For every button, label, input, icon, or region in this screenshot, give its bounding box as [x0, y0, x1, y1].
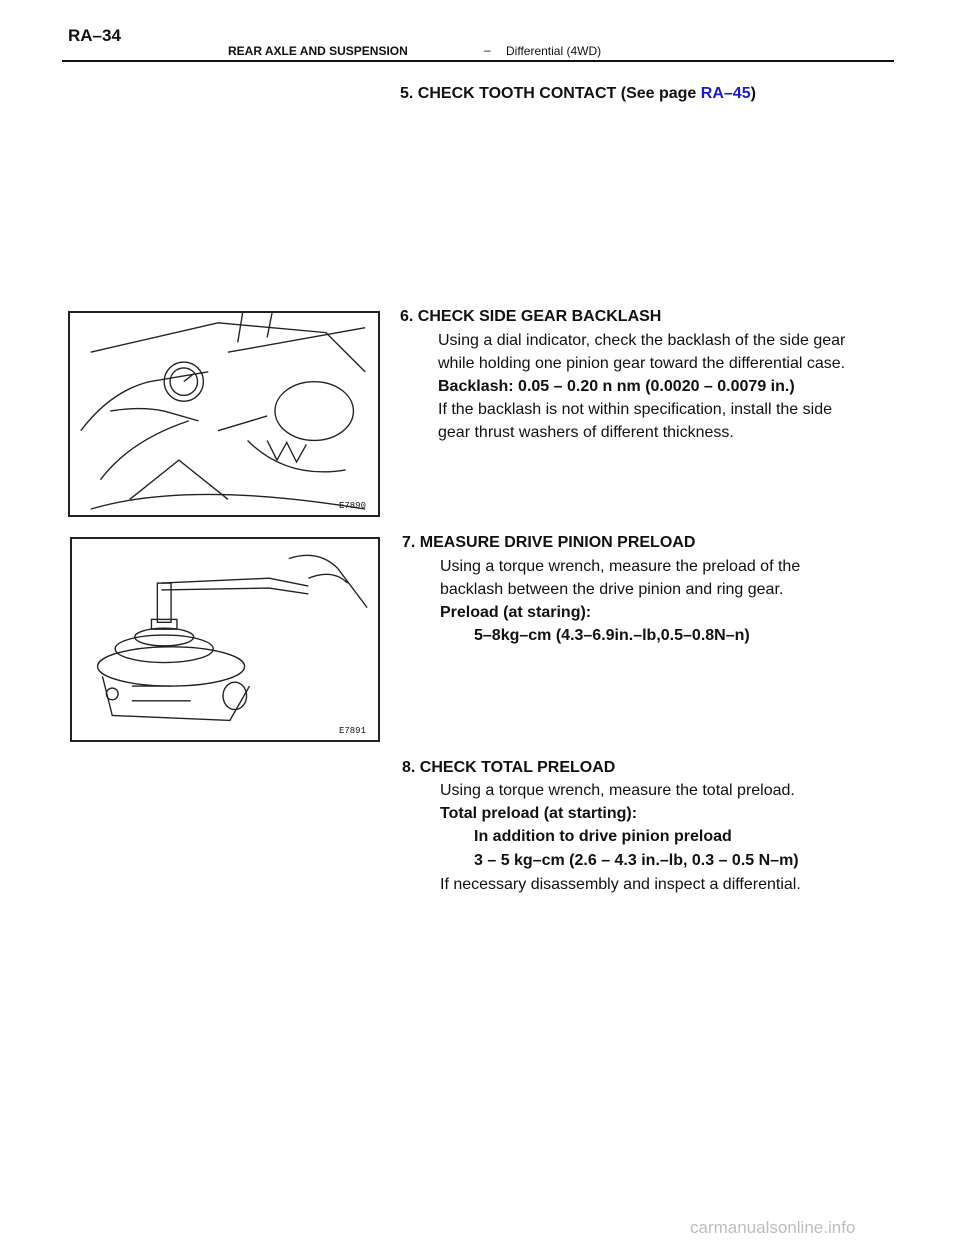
step6-title: 6. CHECK SIDE GEAR BACKLASH: [400, 308, 662, 325]
step7-title: 7. MEASURE DRIVE PINION PRELOAD: [402, 534, 696, 551]
step8-title: 8. CHECK TOTAL PRELOAD: [402, 759, 616, 776]
watermark: carmanualsonline.info: [690, 1218, 856, 1237]
step7-text-line-1: Using a torque wrench, measure the preload of the: [440, 558, 801, 575]
step8-text-line-2: If necessary disassembly and inspect a differential.: [440, 876, 801, 893]
page-link-ra45[interactable]: RA–45: [700, 85, 751, 102]
step5-title-prefix: 5. CHECK TOOTH CONTACT (See page: [400, 85, 701, 102]
step6-spec-backlash: Backlash: 0.05 – 0.20 n nm (0.0020 – 0.0079 in.): [438, 378, 795, 395]
step8-spec-label: Total preload (at starting):: [440, 805, 638, 822]
figure-torque-wrench: [70, 537, 380, 742]
step6-text-line-2: while holding one pinion gear toward the differential case.: [438, 355, 846, 372]
step7-spec-label: Preload (at staring):: [440, 604, 592, 621]
step6-text-line-1: Using a dial indicator, check the backlash of the side gear: [438, 332, 846, 349]
torque-wrench-illustration: [72, 539, 378, 740]
step8-spec-line-2: 3 – 5 kg–cm (2.6 – 4.3 in.–lb, 0.3 – 0.5 N–m): [474, 852, 799, 869]
step8-spec-line-1: In addition to drive pinion preload: [474, 828, 732, 845]
step8-text-line-1: Using a torque wrench, measure the total preload.: [440, 782, 795, 799]
dial-indicator-illustration: [70, 313, 378, 515]
header-separator: –: [484, 43, 491, 57]
page-number: RA–34: [68, 26, 121, 45]
figure-code-e7890: E7890: [338, 501, 366, 511]
step6-text-line-4: gear thrust washers of different thickness.: [438, 424, 734, 441]
header-section-title: REAR AXLE AND SUSPENSION: [228, 44, 408, 58]
step7-spec-value: 5–8kg–cm (4.3–6.9in.–lb,0.5–0.8N–n): [474, 627, 750, 644]
step7-text-line-2: backlash between the drive pinion and ring gear.: [440, 581, 784, 598]
figure-code-e7891: E7891: [338, 726, 366, 736]
figure-dial-indicator: [68, 311, 380, 517]
step6-text-line-3: If the backlash is not within specification, install the side: [438, 401, 832, 418]
step5-title: [400, 84, 756, 104]
header-subsection-title: Differential (4WD): [506, 44, 602, 58]
step5-title-suffix: ): [750, 85, 756, 102]
header-rule: [62, 60, 894, 62]
